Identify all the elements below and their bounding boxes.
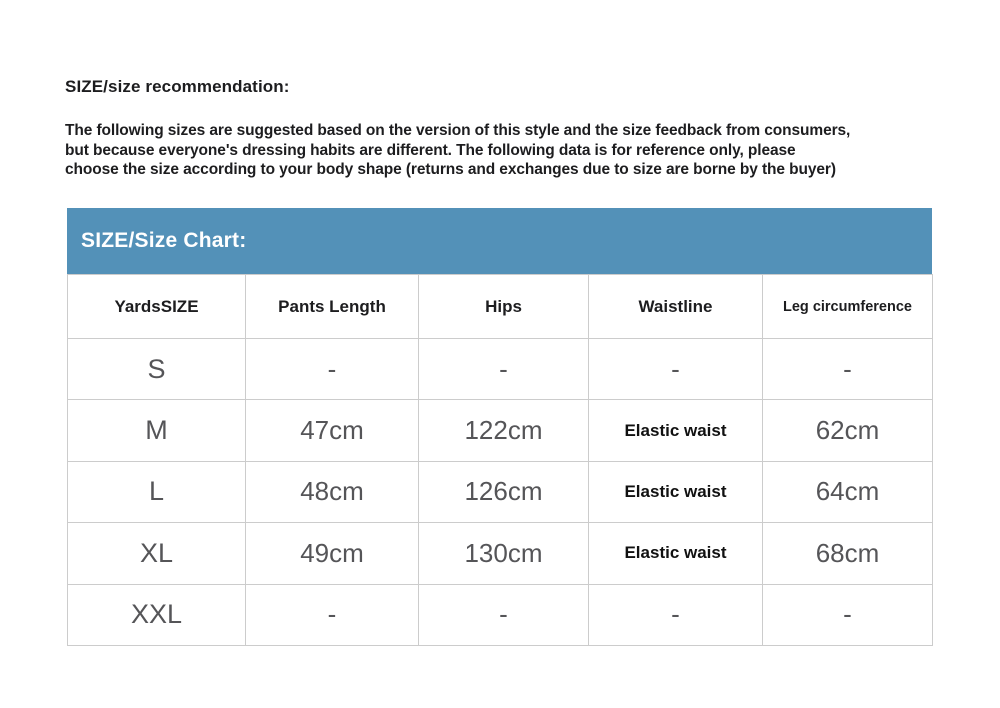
size-recommendation-text (65, 121, 945, 180)
pants-length-cell: - (246, 584, 419, 645)
column-header-waistline: Waistline (589, 275, 763, 339)
waistline-cell: - (589, 584, 763, 645)
size-chart-table (67, 274, 933, 646)
table-header-row (68, 275, 933, 339)
leg-circumference-cell: 64cm (763, 461, 933, 522)
size-cell: M (68, 400, 246, 461)
pants-length-cell: 49cm (246, 523, 419, 584)
size-chart-banner (67, 208, 932, 274)
leg-circumference-cell: - (763, 339, 933, 400)
intro-line: choose the size according to your body shape (returns and exchanges due to size are borne by the buyer) (65, 161, 836, 178)
table-row-s (68, 339, 933, 400)
table-row-xl (68, 523, 933, 584)
leg-circumference-cell: - (763, 584, 933, 645)
waistline-cell: - (589, 339, 763, 400)
size-chart-banner-label: SIZE/Size Chart: (81, 229, 247, 252)
leg-circumference-cell: 68cm (763, 523, 933, 584)
size-recommendation-title: SIZE/size recommendation: (65, 77, 290, 96)
column-header-pants-length: Pants Length (246, 275, 419, 339)
table-row-l (68, 461, 933, 522)
size-cell: XXL (68, 584, 246, 645)
table-row-xxl (68, 584, 933, 645)
pants-length-cell: 47cm (246, 400, 419, 461)
waistline-cell: Elastic waist (589, 523, 763, 584)
intro-line: but because everyone's dressing habits are different. The following data is for reference only, please (65, 141, 796, 159)
hips-cell: 126cm (419, 461, 589, 522)
intro-line: The following sizes are suggested based on the version of this style and the size feedback from consumers, (65, 122, 851, 139)
size-cell: S (68, 339, 246, 400)
waistline-cell: Elastic waist (589, 400, 763, 461)
waistline-cell: Elastic waist (589, 461, 763, 522)
hips-cell: 122cm (419, 400, 589, 461)
size-cell: XL (68, 523, 246, 584)
pants-length-cell: - (246, 339, 419, 400)
hips-cell: - (419, 584, 589, 645)
leg-circumference-cell: 62cm (763, 400, 933, 461)
column-header-hips: Hips (419, 275, 589, 339)
table-row-m (68, 400, 933, 461)
column-header-yards-size: YardsSIZE (68, 275, 246, 339)
column-header-leg-circumference: Leg circumference (763, 275, 933, 339)
size-cell: L (68, 461, 246, 522)
pants-length-cell: 48cm (246, 461, 419, 522)
hips-cell: - (419, 339, 589, 400)
hips-cell: 130cm (419, 523, 589, 584)
